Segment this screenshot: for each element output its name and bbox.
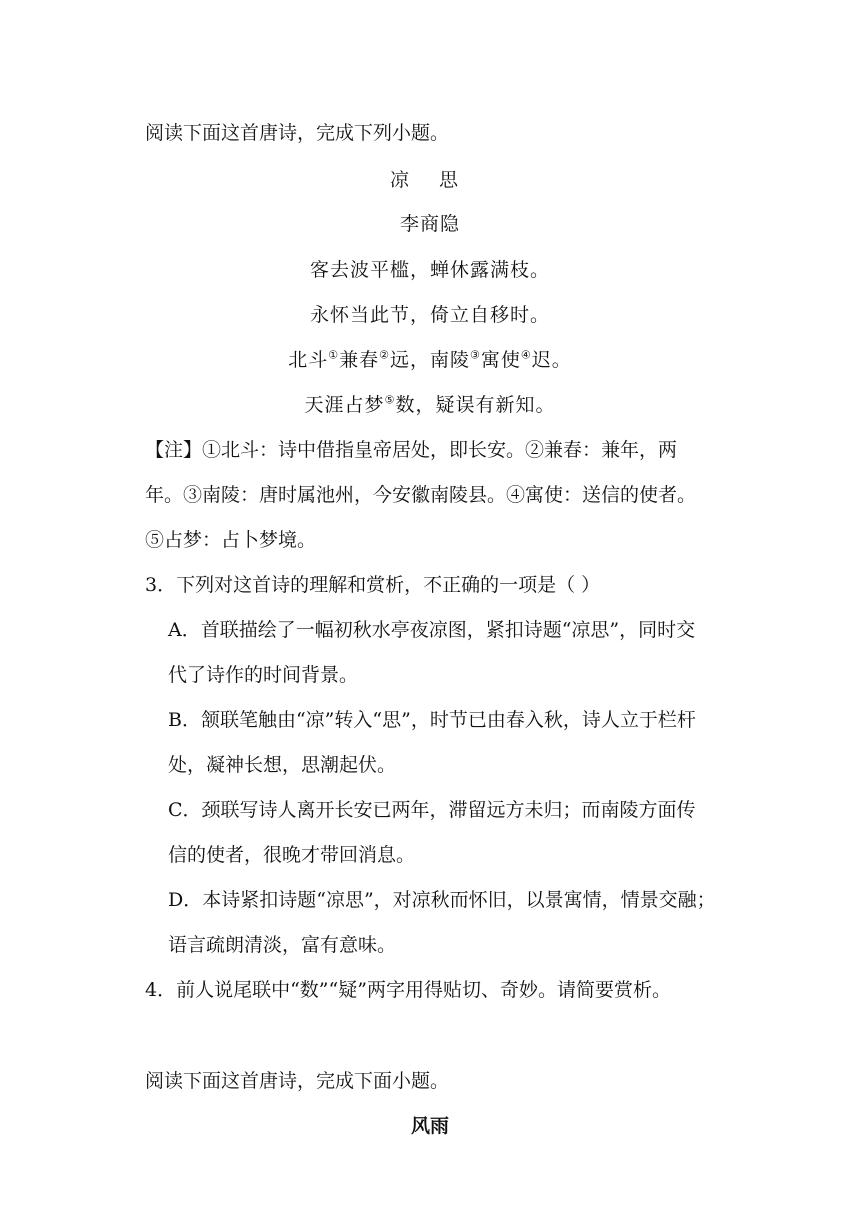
option-d-line-1: D．本诗紧扣诗题“凉思”，对凉秋而怀旧，以景寓情，情景交融；	[168, 889, 716, 911]
option-a-line-1: A．首联描绘了一幅初秋水亭夜凉图，紧扣诗题“凉思”，同时交	[168, 619, 696, 641]
reading-instruction-2: 阅读下面这首唐诗，完成下面小题。	[145, 1070, 450, 1092]
option-b-line-2: 处，凝神长想，思潮起伏。	[168, 754, 397, 776]
poem-title: 凉 思	[389, 169, 471, 191]
option-c-line-1: C．颈联写诗人离开长安已两年，滞留远方未归；而南陵方面传	[168, 799, 696, 821]
poem-line-2: 永怀当此节，倚立自移时。	[309, 304, 550, 326]
question-3-stem: 3．下列对这首诗的理解和赏析，不正确的一项是（ ）	[145, 574, 601, 596]
question-4: 4．前人说尾联中“数”“疑”两字用得贴切、奇妙。请简要赏析。	[145, 979, 671, 1001]
reading-instruction: 阅读下面这首唐诗，完成下列小题。	[145, 122, 450, 144]
note-line-3: ⑤占梦：占卜梦境。	[145, 529, 317, 551]
option-d-line-2: 语言疏朗清淡，富有意味。	[168, 934, 397, 956]
poem-line-3: 北斗①兼春②远，南陵③寓使④迟。	[288, 348, 572, 371]
poem-title-2: 风雨	[410, 1115, 449, 1137]
option-a-line-2: 代了诗作的时间背景。	[168, 664, 359, 686]
option-b-line-1: B．颔联笔触由“凉”转入“思”，时节已由春入秋，诗人立于栏杆	[168, 709, 696, 731]
poem-line-4: 天涯占梦⑤数，疑误有新知。	[304, 393, 556, 416]
poem-author: 李商隐	[399, 213, 460, 235]
poem-line-1: 客去波平槛，蝉休露满枝。	[309, 259, 550, 281]
note-line-2: 年。③南陵：唐时属池州，今安徽南陵县。④寓使：送信的使者。	[145, 484, 697, 506]
option-c-line-2: 信的使者，很晚才带回消息。	[168, 844, 416, 866]
note-line-1: 【注】①北斗：诗中借指皇帝居处，即长安。②兼春：兼年，两	[145, 439, 678, 461]
